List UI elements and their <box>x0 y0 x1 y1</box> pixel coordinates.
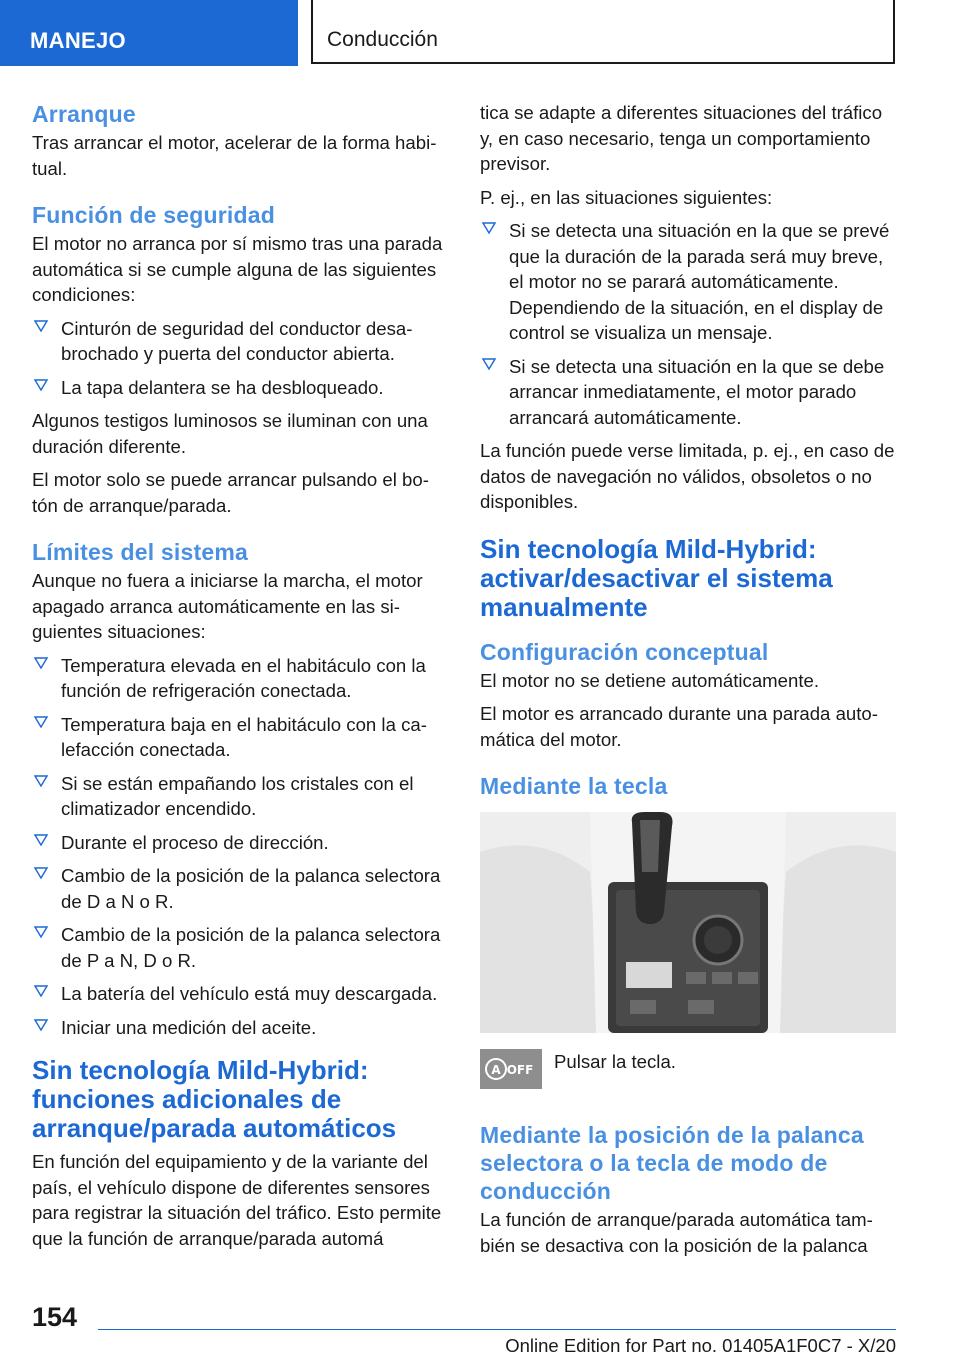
paragraph: P. ej., en las situaciones siguientes: <box>480 186 773 208</box>
heading-configuracion-conceptual: Configuración conceptual <box>480 638 769 665</box>
triangle-bullet-icon <box>34 378 48 392</box>
list-item-text: La batería del vehículo está muy descargada. <box>61 983 438 1004</box>
online-edition-footer: Online Edition for Part no. 01405A1F0C7 - X/20 <box>505 1335 896 1356</box>
list-item-text: Cambio de la posición de la palanca selectora de P a N, D o R. <box>61 924 441 971</box>
list-item-text: Si se detecta una situación en la que se prevé que la duración de la parada será muy breve, el motor no se parará automáticamente. Dependiendo de la situación, en el display de control se visualiza un mensaje. <box>509 220 890 343</box>
bullet-list <box>32 653 448 1041</box>
auto-start-stop-off-icon <box>480 1049 542 1089</box>
center-console-illustration <box>480 812 896 1033</box>
key-instruction: Pulsar la tecla. <box>554 1051 676 1072</box>
heading-sin-mild-hybrid-manual: Sin tecnología Mild-Hybrid: activar/desactivar el sistema manualmente <box>480 533 833 622</box>
paragraph: El motor solo se puede arrancar pulsando el botón de arranque/parada. <box>32 469 429 516</box>
bullet-list <box>480 218 896 430</box>
off-key-label: OFF <box>506 1063 534 1077</box>
bullet-list <box>32 316 448 401</box>
list-item <box>32 316 448 367</box>
paragraph: Aunque no fuera a iniciarse la marcha, el motor apagado arranca automáticamente en las siguientes situaciones: <box>32 570 423 642</box>
list-item <box>32 771 448 822</box>
list-item-text: Cinturón de seguridad del conductor desabrochado y puerta del conductor abierta. <box>61 317 413 364</box>
triangle-bullet-icon <box>34 866 48 880</box>
list-item <box>32 653 448 704</box>
triangle-bullet-icon <box>34 1018 48 1032</box>
list-item-text: Iniciar una medición del aceite. <box>61 1016 317 1038</box>
list-item <box>32 375 448 401</box>
list-item-text: Temperatura elevada en el habitáculo con la función de refrigeración conectada. <box>61 654 426 701</box>
list-item-text: Cambio de la posición de la palanca selectora de D a N o R. <box>61 865 441 912</box>
triangle-bullet-icon <box>34 656 48 670</box>
page-number: 154 <box>32 1302 78 1332</box>
triangle-bullet-icon <box>34 715 48 729</box>
list-item <box>32 981 448 1007</box>
heading-funcion-seguridad: Función de seguridad <box>32 202 275 228</box>
list-item <box>32 830 448 856</box>
list-item-text: Temperatura baja en el habitáculo con la calefacción conectada. <box>61 713 427 760</box>
list-item-text: Si se están empañando los cristales con el climatizador encendido. <box>61 772 414 819</box>
right-column <box>480 100 896 1266</box>
off-key-row <box>480 1049 896 1095</box>
footer-divider <box>98 1329 896 1330</box>
paragraph: Tras arrancar el motor, acelerar de la forma habitual. <box>32 132 437 179</box>
list-item <box>32 1015 448 1041</box>
list-item <box>32 922 448 973</box>
list-item-text: La tapa delantera se ha desbloqueado. <box>61 376 384 398</box>
triangle-bullet-icon <box>34 774 48 788</box>
paragraph: En función del equipamiento y de la variante del país, el vehículo dispone de diferentes sensores para registrar la situación del tráfico. Esto permite que la función de arranque/parada automá <box>32 1151 442 1249</box>
chapter-title: Conducción <box>311 0 895 64</box>
paragraph: El motor es arrancado durante una parada automática del motor. <box>480 703 878 750</box>
paragraph: El motor no arranca por sí mismo tras una parada automática si se cumple alguna de las siguientes condiciones: <box>32 233 443 305</box>
list-item-text: Si se detecta una situación en la que se debe arrancar inmediatamente, el motor parado arrancará automáticamente. <box>509 355 885 428</box>
left-column <box>32 100 448 1259</box>
paragraph: Algunos testigos luminosos se iluminan con una duración diferente. <box>32 410 428 457</box>
center-console-photo <box>480 812 896 1033</box>
paragraph: El motor no se detiene automáticamente. <box>480 669 820 691</box>
list-item-text: Durante el proceso de dirección. <box>61 831 329 853</box>
heading-mediante-palanca: Mediante la posición de la palanca selectora o la tecla de modo de conducción <box>480 1122 864 1204</box>
svg-text:A: A <box>491 1063 501 1077</box>
triangle-bullet-icon <box>34 984 48 998</box>
paragraph: La función puede verse limitada, p. ej., en caso de datos de navegación no válidos, obsoletos o no disponibles. <box>480 440 895 512</box>
triangle-bullet-icon <box>482 221 496 235</box>
list-item <box>480 354 896 431</box>
triangle-bullet-icon <box>482 357 496 371</box>
triangle-bullet-icon <box>34 925 48 939</box>
section-tab: MANEJO <box>0 0 298 66</box>
list-item <box>32 863 448 914</box>
triangle-bullet-icon <box>34 833 48 847</box>
heading-arranque: Arranque <box>32 101 136 127</box>
list-item <box>32 712 448 763</box>
paragraph: tica se adapte a diferentes situaciones del tráfico y, en caso necesario, tenga un comportamiento previsor. <box>480 102 883 174</box>
paragraph: La función de arranque/parada automática también se desactiva con la posición de la palanca <box>480 1209 873 1256</box>
list-item <box>480 218 896 346</box>
heading-limites-sistema: Límites del sistema <box>32 539 248 565</box>
heading-sin-mild-hybrid-funciones: Sin tecnología Mild-Hybrid: funciones adicionales de arranque/parada automáticos <box>32 1055 397 1143</box>
heading-mediante-tecla: Mediante la tecla <box>480 773 668 799</box>
triangle-bullet-icon <box>34 319 48 333</box>
